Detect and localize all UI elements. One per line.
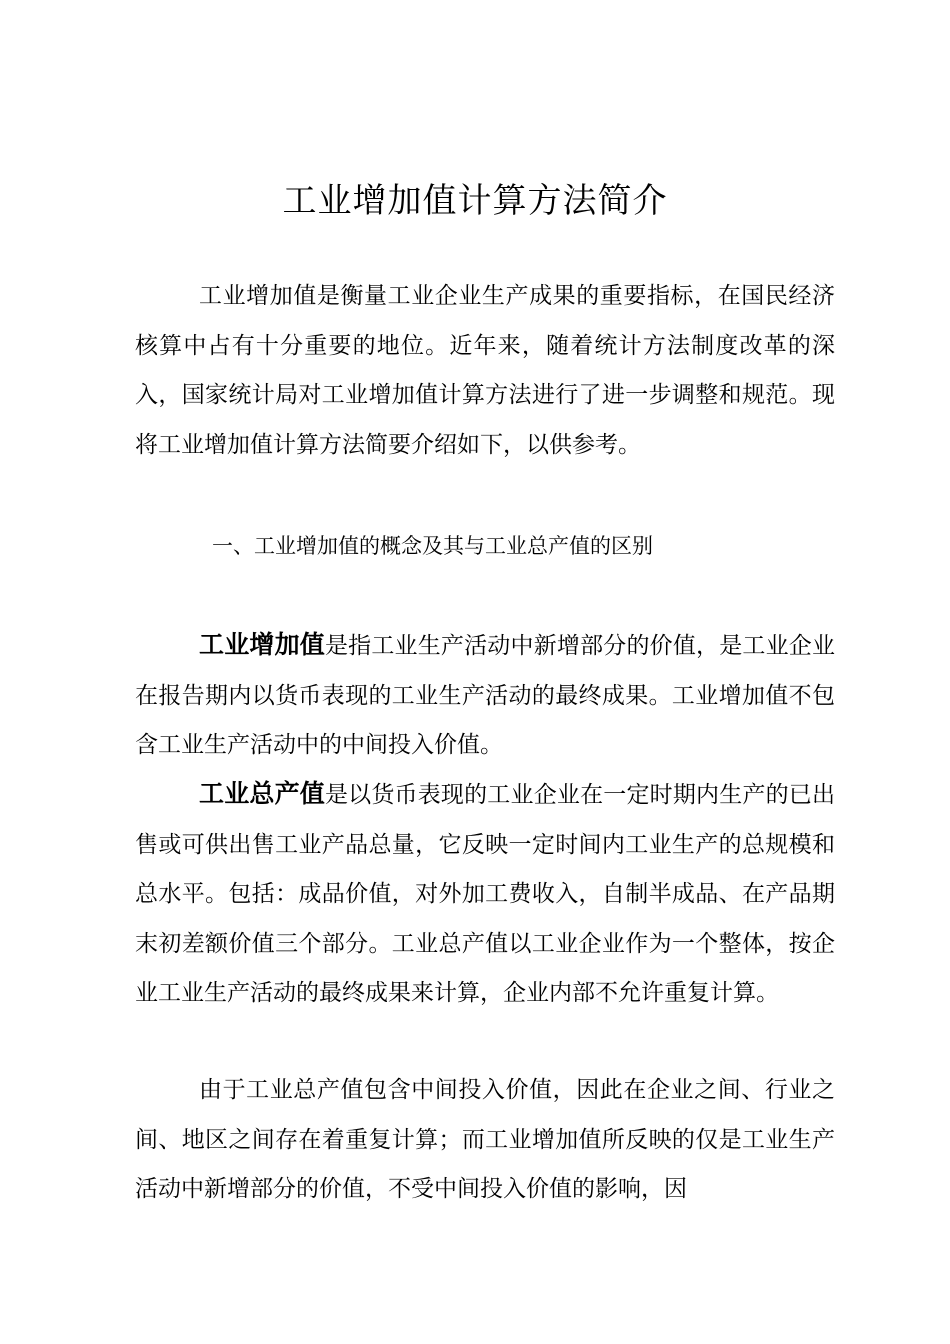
section-heading: 一、工业增加值的概念及其与工业总产值的区别 [212,534,653,558]
comparison-paragraph: 由于工业总产值包含中间投入价值，因此在企业之间、行业之间、地区之间存在着重复计算；而工业增加值所反映的仅是工业生产活动中新增部分的价值，不受中间投入价值的影响，因 [135,1077,835,1202]
gross-output-definition-paragraph [135,769,835,1019]
document-title: 工业增加值计算方法简介 [282,181,668,221]
gross-output-definition-text: 是以货币表现的工业企业在一定时期内生产的已出售或可供出售工业产品总量，它反映一定时间内工业生产的总规模和总水平。包括：成品价值，对外加工费收入，自制半成品、在产品期末初差额价值三个部分。工业总产值以工业企业作为一个整体，按企业工业生产活动的最终成果来计算，企业内部不允许重复计算。 [135,782,835,1006]
value-added-definition-paragraph [135,620,835,771]
value-added-definition-text: 是指工业生产活动中新增部分的价值，是工业企业在报告期内以货币表现的工业生产活动的最终成果。工业增加值不包含工业生产活动中的中间投入价值。 [135,633,835,758]
value-added-term: 工业增加值 [199,630,325,659]
intro-paragraph: 工业增加值是衡量工业企业生产成果的重要指标，在国民经济核算中占有十分重要的地位。近年来，随着统计方法制度改革的深入，国家统计局对工业增加值计算方法进行了进一步调整和规范。现将工业增加值计算方法简要介绍如下，以供参考。 [135,283,835,458]
gross-output-term: 工业总产值 [199,779,325,808]
